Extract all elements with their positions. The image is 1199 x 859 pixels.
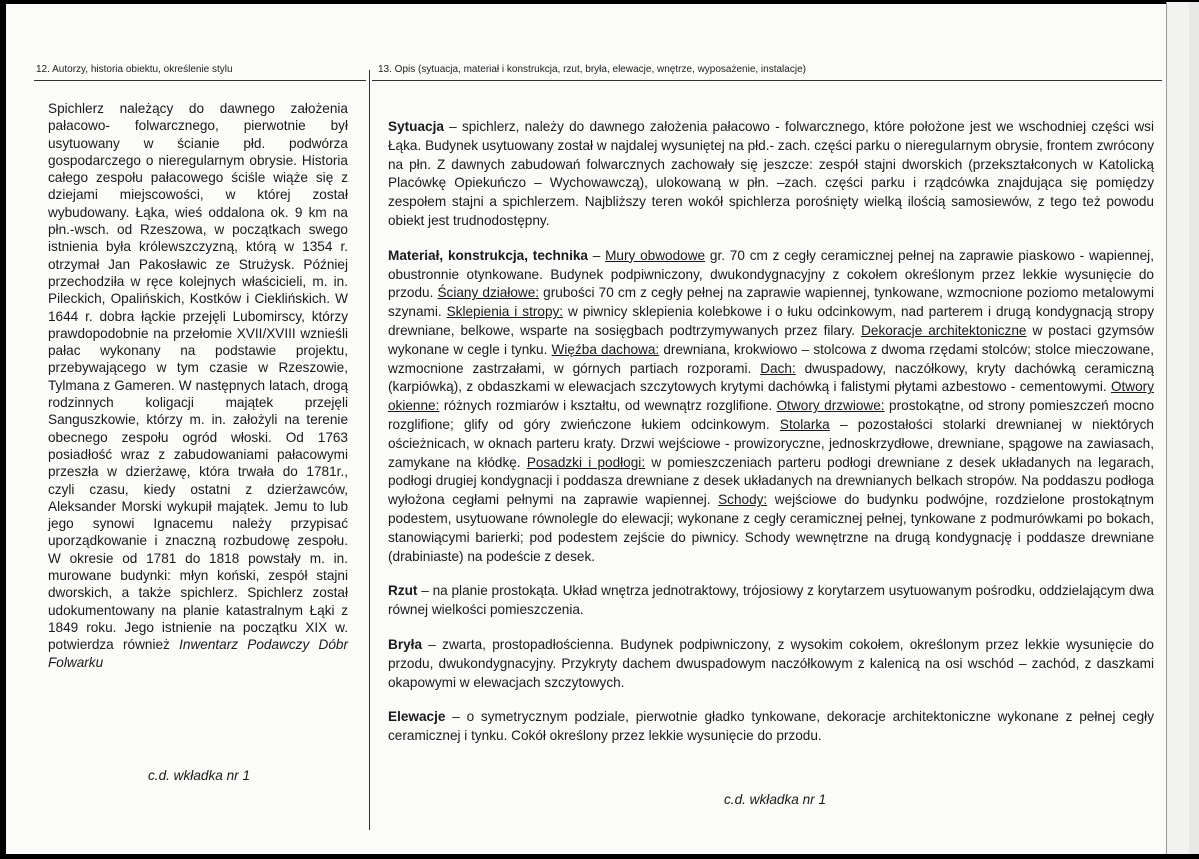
- text-material-0: –: [587, 247, 606, 263]
- history-italic-title: Inwentarz Podawczy Dóbr Folwarku: [48, 637, 348, 670]
- term-dekoracje: Dekoracje architektoniczne: [861, 322, 1027, 338]
- text-sytuacja: – spichlerz, należy do dawnego założenia pałacowo - folwarcznego, które położone jest we wschodniej części wsi Łąka. Budynek usytuowany został w najdalej wysuniętej na płd.- zach. części parku o nieregularnym obrysie, frontem zwrócony na płn. Z dawnych zabudowań folwarcznych zachowały się jeszcze: zespół stajni dworskich (przekształconych w Katolicką Placówkę Opiekuńczo – Wychowawczą), ulokowaną w płn. –zach. części parku i rządcówka znajdująca się pomiędzy zespołem stajni a spichlerzem. Najbliższy teren wokół spichlerza porośnięty wielką ilością samosiewów, z tego też powodu obiekt jest trudnodostępny.: [388, 119, 1154, 228]
- history-paragraph: Spichlerz należący do dawnego założenia pałacowo- folwarcznego, pierwotnie był usytuowany w ścianie płd. podwórza gospodarczego o nieregularnym obrysie. Historia całego zespołu pałacowego ściśle wiąże się z dziejami miejscowości, w której został wybudowany. Łąka, wieś oddalona ok. 9 km na płn.-wsch. od Rzeszowa, w początkach swego istnienia była królewszczyzną, którą w 1354 r. otrzymał Jan Pakosławic ze Strużysk. Później przechodziła w ręce kolejnych właścicieli, m. in. Pileckich, Opalińskich, Kostków i Cieklińskich. W 1644 r. dobra łąckie przejęli Lubomirscy, którzy prawdopodobnie na przełomie XVII/XVIII wznieśli pałac wykonany na podstawie projektu, przebywającego w tym czasie w Rzeszowie, Tylmana z Gameren. W następnych latach, drogą rodzinnych koligacji majątek przejęli Sanguszkowie, którzy m. in. założyli na terenie obecnego zespołu ogród włoski. Od 1763 posiadłość wraz z zabudowaniami pałacowymi przeszła w dzierżawę, która trwała do 1781r., czyli czasu, kiedy ostatni z dzierżawców, Aleksander Morski wykupił majątek. Jemu to lub jego synowi Ignacemu należy przypisać uporządkowanie i znaczną rozbudowę zespołu. W okresie od 1781 do 1818 powstały m. in. murowane budynki: młyn koński, zespół stajni dworskich, a także spichlerz. Spichlerz został udokumentowany na planie katastralnym Łąki z 1849 roku. Jego istnienie na początku XIX w. potwierdza również: [48, 101, 348, 653]
- text-material-10: w pomieszczeniach parteru podłogi drewniane z desek układanych na legarach, podłogi drugiej kondygnacji i poddasza drewniane z desek układanych na drewnianych belkach stropów. Na poddaszu podłoga wyłożona cegłami pełnymi na zaprawie wapiennej.: [388, 454, 1154, 508]
- column-divider: [369, 70, 370, 830]
- label-rzut: Rzut: [388, 583, 418, 599]
- label-bryla: Bryła: [388, 636, 423, 652]
- section-12-header: 12. Autorzy, historia obiektu, określenie stylu: [36, 64, 233, 75]
- text-material-7: różnych rozmiarów i kształtu, od wewnątrz rozglifione.: [439, 398, 777, 414]
- label-elewacje: Elewacje: [388, 709, 446, 725]
- paragraph-sytuacja: [388, 118, 1154, 231]
- term-sciany: Ściany działowe:: [437, 285, 540, 301]
- term-otwory-drzwiowe: Otwory drzwiowe:: [776, 398, 885, 414]
- document-sheet: [6, 4, 1166, 854]
- term-sklepienia: Sklepienia i stropy:: [446, 304, 564, 320]
- description-text: [388, 118, 1154, 762]
- text-elewacje: – o symetrycznym podziale, pierwotnie gładko tynkowane, dekoracje architektoniczne wykonane z pełnej cegły ceramicznej i tynku. Cokół określony przez lekkie wysunięcie do przodu.: [388, 709, 1154, 744]
- text-material-4: w postaci gzymsów wykonane w cegle i tynku.: [388, 322, 1154, 357]
- text-material-2: grubości 70 cm z cegły pełnej na zaprawie wapiennej, tynkowane, wzmocnione poziomo metalowymi szynami.: [388, 285, 1155, 320]
- header-rule-right: [372, 80, 1162, 81]
- paragraph-material: [388, 247, 1154, 567]
- text-material-6: dwuspadowy, naczółkowy, kryty dachówką ceramiczną (karpiówką), z obdaszkami w elewacjach szczytowych krytymi dachówką i falistymi płytami azbestowo - cementowymi.: [388, 360, 1154, 395]
- term-wiezba: Więźba dachowa:: [551, 341, 660, 357]
- term-stolarka: Stolarka: [779, 416, 830, 432]
- term-mury: Mury obwodowe: [605, 247, 706, 263]
- text-rzut: – na planie prostokąta. Układ wnętrza jednotraktowy, trójosiowy z korytarzem usytuowanym pośrodku, oddzielającym dwa równej wielkości pomieszczenia.: [388, 583, 1154, 618]
- paragraph-rzut: [388, 582, 1154, 620]
- text-material-3: w piwnicy sklepienia kolebkowe i o łuku odcinkowym, nad parterem i drugą kondygnacją stropy drewniane, belkowe, wsparte na sosięgbach podtrzymywanych przez filary.: [388, 304, 1155, 338]
- text-material-1: gr. 70 cm z cegły ceramicznej pełnej na zaprawie piaskowo - wapiennej, obustronnie otynkowane. Budynek podpiwniczony, dwukondygnacyjny z cokołem określonym przez lekkie wysunięcie do przodu.: [388, 247, 1154, 301]
- continued-note-left: c.d. wkładka nr 1: [148, 768, 250, 783]
- term-dach: Dach:: [760, 360, 796, 376]
- text-material-5: drewniana, krokwiowo – stolcowa z dwoma rzędami stolców; stolce mieczowane, wzmocnione zastrzałami, w górnych partiach rozporami.: [388, 341, 1154, 376]
- paragraph-bryla: [388, 636, 1154, 692]
- term-posadzki: Posadzki i podłogi:: [526, 454, 646, 470]
- text-material-8: prostokątne, od strony pomieszczeń mocno rozglifione; glify od góry zwieńczone łukiem odcinkowym.: [388, 398, 1155, 432]
- page-edge: [1166, 2, 1189, 854]
- label-material: Materiał, konstrukcja, technika: [388, 247, 588, 263]
- paragraph-elewacje: [388, 708, 1154, 746]
- section-13-header: 13. Opis (sytuacja, materiał i konstrukcja, rzut, bryła, elewacje, wnętrze, wyposażenie, instalacje): [378, 64, 806, 75]
- label-sytuacja: Sytuacja: [388, 119, 444, 134]
- continued-note-right: c.d. wkładka nr 1: [724, 792, 826, 807]
- history-text: [48, 100, 348, 671]
- text-material-9: – pozostałości stolarki drewnianej w niektórych ościeżnicach, w oknach parteru kraty. Drzwi wejściowe - prowizoryczne, jednoskrzydłowe, drewniane, spągowe na zawiasach, zamykane na kłódkę.: [388, 416, 1154, 470]
- term-otwory-okienne: Otwory okienne:: [388, 379, 1154, 414]
- text-bryla: – zwarta, prostopadłościenna. Budynek podpiwniczony, z wysokim cokołem, określonym przez lekkie wysunięcie do przodu, dwukondygnacyjny. Przykryty dachem dwuspadowym naczółkowym z kalenicą na osi wschód – zachód, z daszkami okapowymi w elewacjach szczytowych.: [388, 636, 1154, 690]
- text-material-11: wejściowe do budynku podwójne, rozdzielone prostokątnym podestem, usytuowane równolegle do elewacji; wykonane z cegły ceramicznej pełnej, tynkowane z podmurówkami po bokach, stanowiącymi barierki; pod podestem zejście do piwnicy. Schody wewnętrzne na drugą kondygnację i poddasze drewniane (drabiniaste) na podeście z desek.: [388, 492, 1154, 564]
- header-rule-left: [34, 80, 366, 81]
- term-schody: Schody:: [718, 492, 768, 508]
